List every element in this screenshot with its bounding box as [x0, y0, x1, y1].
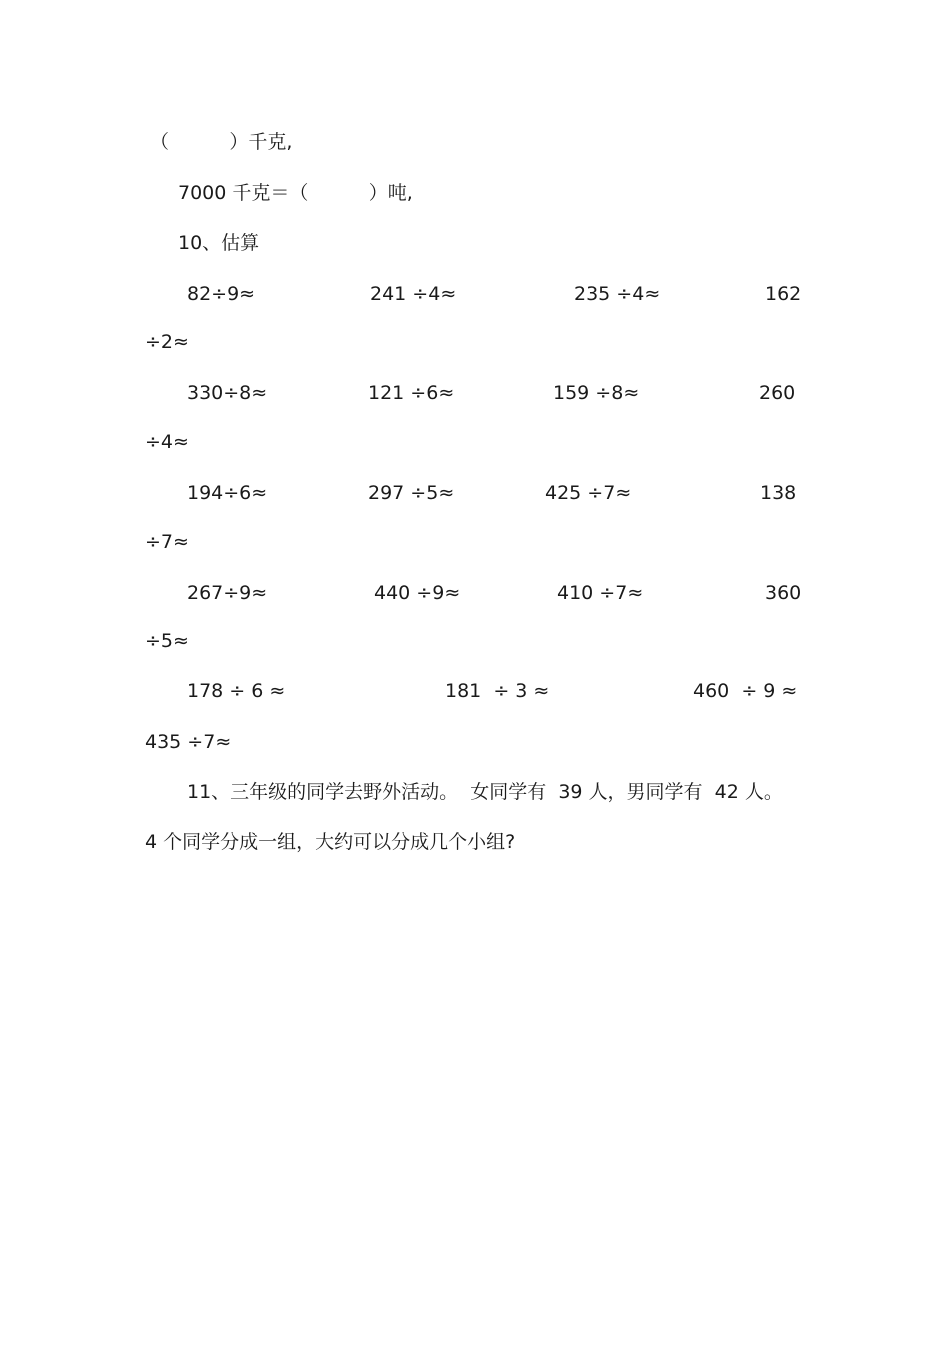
estimate-item: 330÷8≈ [187, 382, 268, 404]
estimate-item: 410 ÷7≈ [557, 582, 644, 604]
estimate-item: 241 ÷4≈ [370, 283, 457, 305]
estimate-item: 297 ÷5≈ [368, 482, 455, 504]
estimate-item: 460 ÷ 9 ≈ [693, 680, 798, 702]
estimate-item: 82÷9≈ [187, 283, 256, 305]
estimate-item-wrap: ÷4≈ [145, 431, 189, 453]
estimate-item: 235 ÷4≈ [574, 283, 661, 305]
estimate-item-wrap: ÷5≈ [145, 630, 189, 652]
estimate-item-wrap: 435 ÷7≈ [145, 731, 232, 753]
question-11-line-1: 11、三年级的同学去野外活动。 女同学有 39 人，男同学有 42 人。 [187, 781, 783, 803]
estimate-item: 138 [760, 482, 797, 504]
estimate-item: 360 [765, 582, 802, 604]
estimate-item: 260 [759, 382, 796, 404]
estimate-item: 162 [765, 283, 802, 305]
ton-conversion-line: 7000 千克＝（ ）吨, [178, 182, 413, 204]
estimate-item: 440 ÷9≈ [374, 582, 461, 604]
estimate-item: 178 ÷ 6 ≈ [187, 680, 286, 702]
estimate-item: 425 ÷7≈ [545, 482, 632, 504]
estimate-item-wrap: ÷7≈ [145, 531, 189, 553]
question-11-line-2: 4 个同学分成一组，大约可以分成几个小组? [145, 831, 516, 853]
estimate-item: 181 ÷ 3 ≈ [445, 680, 550, 702]
kilogram-blank-line: （ ）千克, [150, 131, 293, 153]
estimate-item: 121 ÷6≈ [368, 382, 455, 404]
estimate-item: 159 ÷8≈ [553, 382, 640, 404]
estimate-item-wrap: ÷2≈ [145, 331, 189, 353]
estimate-item: 267÷9≈ [187, 582, 268, 604]
estimate-item: 194÷6≈ [187, 482, 268, 504]
estimate-heading: 10、估算 [178, 232, 260, 254]
